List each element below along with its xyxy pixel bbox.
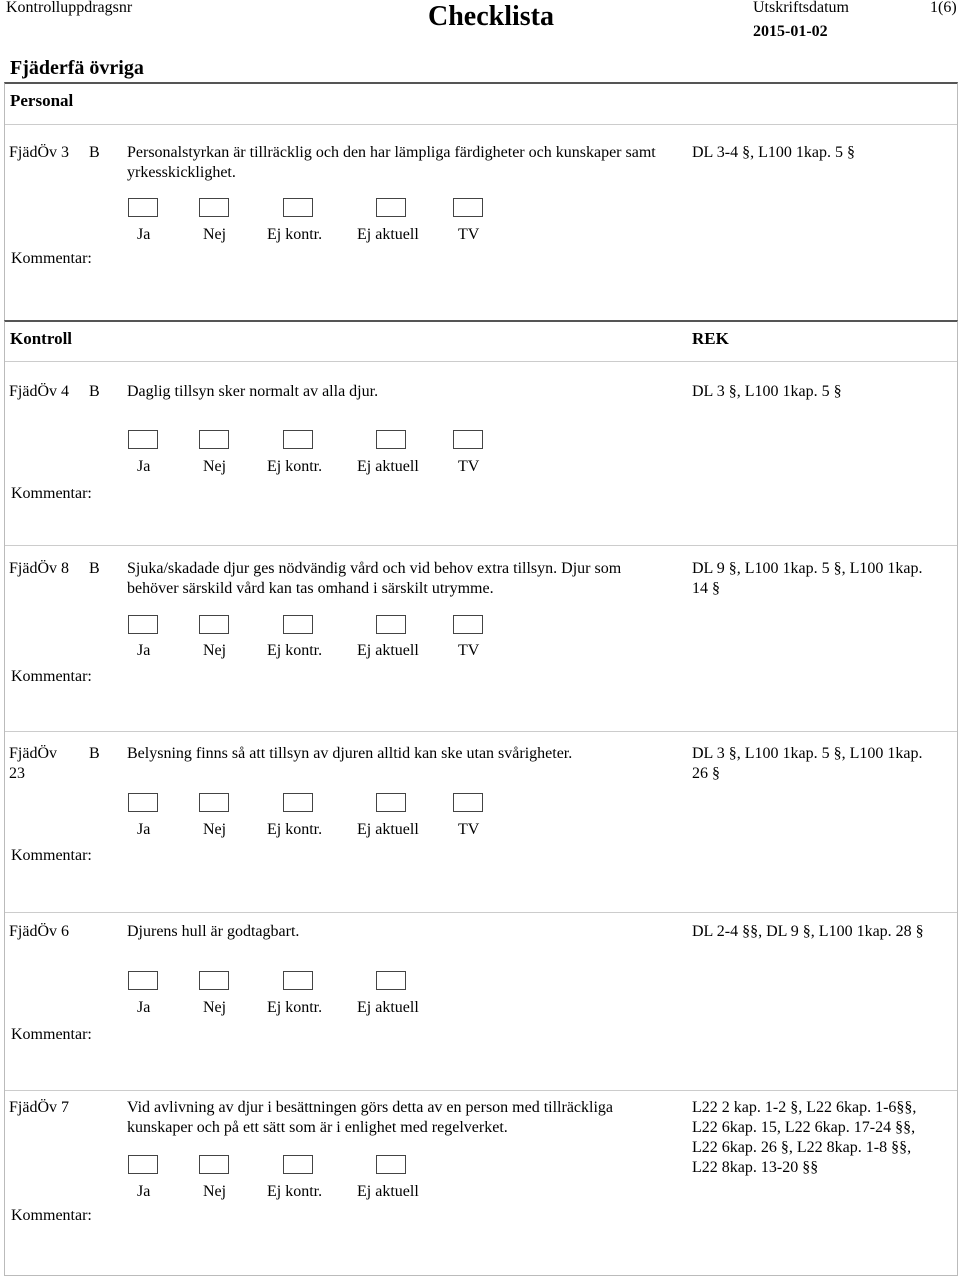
checkbox-nej[interactable] <box>199 430 229 449</box>
document-title: Fjäderfä övriga <box>10 57 144 79</box>
page-title: Checklista <box>428 1 554 32</box>
option-label-ja: Ja <box>137 226 151 243</box>
option-label-ej-kontr: Ej kontr. <box>267 999 323 1016</box>
checkbox-ej-kontr[interactable] <box>283 1155 313 1174</box>
option-label-ja: Ja <box>137 821 151 838</box>
checkbox-ej-aktuell[interactable] <box>376 198 406 217</box>
item-grade: B <box>89 560 100 577</box>
item-reference: DL 2-4 §§, DL 9 §, L100 1kap. 28 § <box>692 923 924 940</box>
checkbox-ja[interactable] <box>128 430 158 449</box>
option-label-ej-aktuell: Ej aktuell <box>357 642 419 659</box>
item-reference: L22 2 kap. 1-2 §, L22 6kap. 1-6§§, L22 6kap. 15, L22 6kap. 17-24 §§, L22 6kap. 26 §, L22 8kap. 1-8 §§, L22 8kap. 13-20 §§ <box>692 1099 917 1176</box>
checkbox-ej-kontr[interactable] <box>283 430 313 449</box>
checkbox-ej-kontr[interactable] <box>283 198 313 217</box>
checkbox-ej-kontr[interactable] <box>283 793 313 812</box>
checkbox-nej[interactable] <box>199 1155 229 1174</box>
comment-label: Kommentar: <box>11 1026 92 1043</box>
checkbox-nej[interactable] <box>199 198 229 217</box>
item-text: Sjuka/skadade djur ges nödvändig vård och vid behov extra tillsyn. Djur som behöver särskild vård kan tas omhand i särskilt utrymme. <box>127 560 622 597</box>
option-label-nej: Nej <box>203 642 227 659</box>
checkbox-ej-aktuell[interactable] <box>376 971 406 990</box>
item-code: FjädÖv 23 <box>9 745 57 782</box>
item-grade: B <box>89 144 100 161</box>
option-label-ja: Ja <box>137 642 151 659</box>
option-label-ej-aktuell: Ej aktuell <box>357 999 419 1016</box>
item-reference: DL 3 §, L100 1kap. 5 §, L100 1kap. 26 § <box>692 745 923 782</box>
item-code: FjädÖv 3 <box>9 144 69 161</box>
option-label-nej: Nej <box>203 821 227 838</box>
section-divider <box>5 124 957 125</box>
item-text: Daglig tillsyn sker normalt av alla djur. <box>127 383 379 400</box>
option-label-tv: TV <box>458 458 480 475</box>
option-label-nej: Nej <box>203 999 227 1016</box>
option-label-ja: Ja <box>137 458 151 475</box>
option-label-nej: Nej <box>203 226 227 243</box>
option-label-tv: TV <box>458 226 480 243</box>
item-reference: DL 9 §, L100 1kap. 5 §, L100 1kap. 14 § <box>692 560 923 597</box>
option-label-ej-aktuell: Ej aktuell <box>357 821 419 838</box>
item-reference: DL 3 §, L100 1kap. 5 § <box>692 383 842 400</box>
section-title: Personal <box>10 91 74 110</box>
item-reference: DL 3-4 §, L100 1kap. 5 § <box>692 144 855 161</box>
comment-label: Kommentar: <box>11 250 92 267</box>
checkbox-ej-kontr[interactable] <box>283 615 313 634</box>
item-code: FjädÖv 7 <box>9 1099 69 1116</box>
checkbox-tv[interactable] <box>453 615 483 634</box>
item-code: FjädÖv 6 <box>9 923 69 940</box>
checkbox-tv[interactable] <box>453 793 483 812</box>
checkbox-nej[interactable] <box>199 615 229 634</box>
option-label-ej-aktuell: Ej aktuell <box>357 226 419 243</box>
page-number: 1(6) <box>930 0 957 16</box>
section-ref-header: REK <box>692 329 729 348</box>
item-text: Personalstyrkan är tillräcklig och den har lämpliga färdigheter och kunskaper samt yrkesskicklighet. <box>127 144 656 181</box>
option-label-tv: TV <box>458 642 480 659</box>
comment-label: Kommentar: <box>11 485 92 502</box>
print-date: 2015-01-02 <box>753 23 828 40</box>
section-title: Kontroll <box>10 329 73 348</box>
checkbox-ej-kontr[interactable] <box>283 971 313 990</box>
option-label-ja: Ja <box>137 999 151 1016</box>
item-code: FjädÖv 8 <box>9 560 69 577</box>
checkbox-tv[interactable] <box>453 430 483 449</box>
item-text: Belysning finns så att tillsyn av djuren alltid kan ske utan svårigheter. <box>127 745 573 762</box>
comment-label: Kommentar: <box>11 668 92 685</box>
option-label-tv: TV <box>458 821 480 838</box>
item-text: Vid avlivning av djur i besättningen görs detta av en person med tillräckliga kunskaper och på ett sätt som är i enlighet med regelverket. <box>127 1099 614 1136</box>
option-label-ej-kontr: Ej kontr. <box>267 642 323 659</box>
section-divider <box>5 361 957 362</box>
comment-label: Kommentar: <box>11 1207 92 1224</box>
option-label-ej-aktuell: Ej aktuell <box>357 1183 419 1200</box>
item-divider <box>5 731 957 732</box>
checkbox-nej[interactable] <box>199 793 229 812</box>
option-label-ej-kontr: Ej kontr. <box>267 1183 323 1200</box>
checkbox-ja[interactable] <box>128 793 158 812</box>
checkbox-ja[interactable] <box>128 615 158 634</box>
comment-label: Kommentar: <box>11 847 92 864</box>
item-text: Djurens hull är godtagbart. <box>127 923 300 940</box>
option-label-ej-kontr: Ej kontr. <box>267 226 323 243</box>
control-assignment-label: Kontrolluppdragsnr <box>6 0 133 16</box>
checkbox-tv[interactable] <box>453 198 483 217</box>
checkbox-ej-aktuell[interactable] <box>376 615 406 634</box>
option-label-ja: Ja <box>137 1183 151 1200</box>
checkbox-ja[interactable] <box>128 1155 158 1174</box>
option-label-ej-kontr: Ej kontr. <box>267 458 323 475</box>
item-grade: B <box>89 745 100 762</box>
item-grade: B <box>89 383 100 400</box>
checkbox-ej-aktuell[interactable] <box>376 1155 406 1174</box>
print-date-label: Utskriftsdatum <box>753 0 849 16</box>
item-divider <box>5 545 957 546</box>
option-label-nej: Nej <box>203 1183 227 1200</box>
checkbox-ja[interactable] <box>128 198 158 217</box>
checkbox-ej-aktuell[interactable] <box>376 430 406 449</box>
item-divider <box>5 1090 957 1091</box>
checkbox-nej[interactable] <box>199 971 229 990</box>
checkbox-ej-aktuell[interactable] <box>376 793 406 812</box>
checkbox-ja[interactable] <box>128 971 158 990</box>
option-label-ej-aktuell: Ej aktuell <box>357 458 419 475</box>
item-code: FjädÖv 4 <box>9 383 69 400</box>
option-label-ej-kontr: Ej kontr. <box>267 821 323 838</box>
item-divider <box>5 912 957 913</box>
option-label-nej: Nej <box>203 458 227 475</box>
